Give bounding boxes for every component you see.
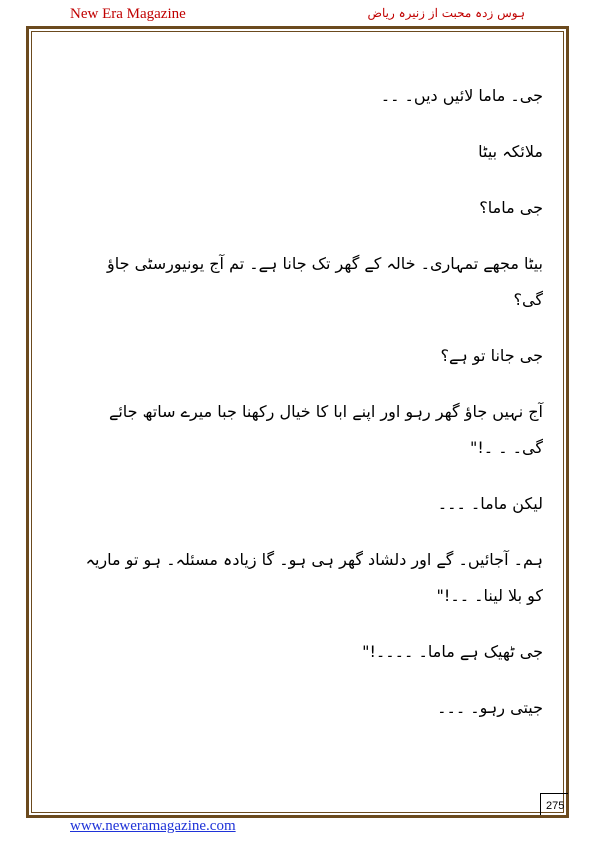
dialogue-line: آج نہیں جاؤ گھر رہو اور اپنے ابا کا خیال رکھنا جبا میرے ساتھ جائے گی۔ ۔ ۔!": [108, 402, 543, 457]
dialogue-line: لیکن ماما۔ ۔۔۔: [437, 494, 543, 513]
dialogue-line: جی ماما؟: [479, 198, 543, 217]
dialogue-line: ہم۔ آجائیں۔ گے اور دلشاد گھر ہی ہو۔ گا زیادہ مسئلہ۔ ہو تو ماریہ کو بلا لینا۔ ۔۔!": [85, 550, 543, 605]
story-text: [75, 78, 543, 746]
dialogue-line: جی۔ ماما لائیں دیں۔ ۔۔: [380, 86, 543, 105]
dialogue-line: بیٹا مجھے تمہاری۔ خالہ کے گھر تک جانا ہے۔ تم آج یونیورسٹی جاؤ گی؟: [107, 254, 543, 309]
dialogue-line: جی جانا تو ہے؟: [440, 346, 543, 365]
dialogue-line: جی ٹھیک ہے ماما۔ ۔۔۔۔!": [362, 642, 543, 661]
magazine-name: New Era Magazine: [70, 6, 186, 22]
website-link[interactable]: www.neweramagazine.com: [70, 818, 236, 834]
dialogue-line: جیتی رہو۔ ۔۔۔: [437, 698, 543, 717]
dialogue-line: ملائکہ بیٹا: [478, 142, 543, 161]
page-number: 275: [546, 800, 565, 812]
novel-title: ہوس زدہ محبت از زنیرہ ریاض: [367, 6, 525, 20]
